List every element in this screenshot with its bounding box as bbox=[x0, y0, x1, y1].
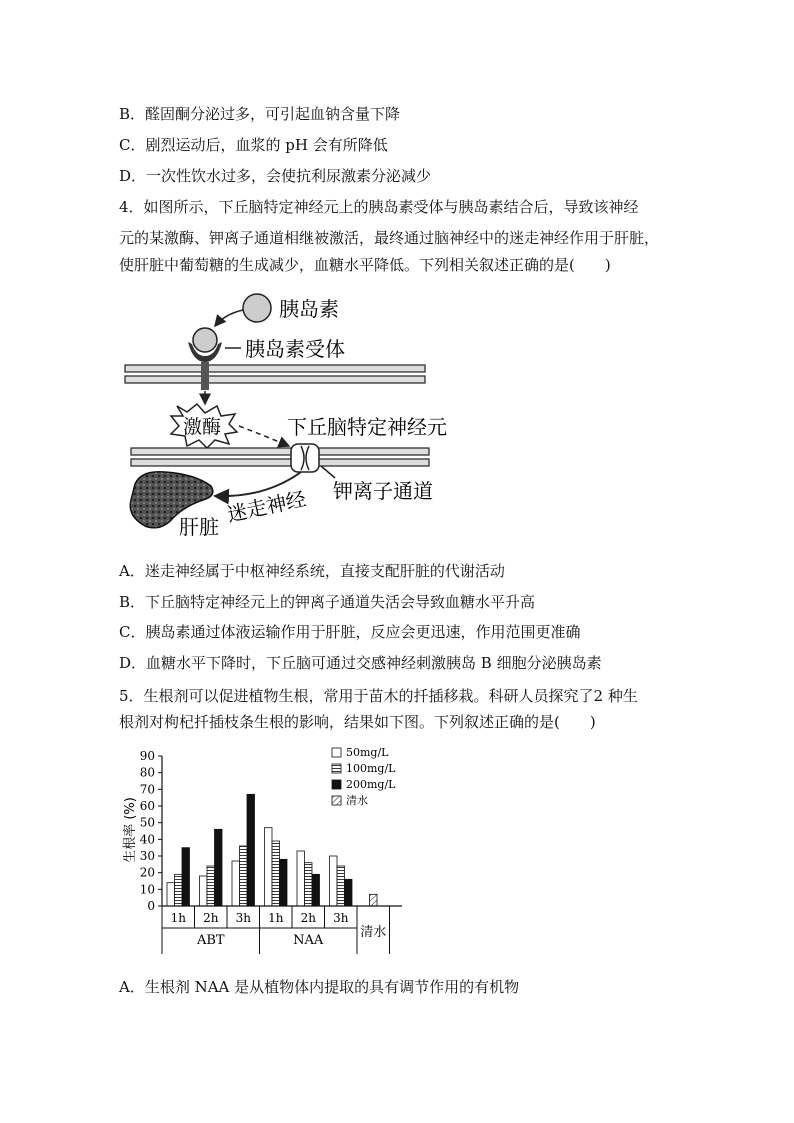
y-tick-label: 50 bbox=[139, 815, 155, 830]
y-tick-label: 40 bbox=[139, 832, 155, 847]
y-tick-label: 90 bbox=[139, 749, 155, 763]
channel-label: 钾离子通道 bbox=[333, 479, 433, 503]
vagus-label: 迷走神经 bbox=[224, 486, 309, 527]
y-tick-label: 30 bbox=[139, 849, 155, 863]
bar bbox=[312, 874, 320, 906]
bar bbox=[207, 866, 215, 906]
bar bbox=[272, 841, 280, 906]
bar bbox=[305, 863, 313, 906]
q5-stem-line-1: 5．生根剂可以促进植物生根，常用于苗木的扦插移栽。科研人员探究了2 种生 bbox=[119, 687, 638, 705]
q4-option-a: A．迷走神经属于中枢神经系统，直接支配肝脏的代谢活动 bbox=[119, 562, 505, 580]
insulin-label: 胰岛素 bbox=[279, 297, 339, 321]
chart-ylabel: 生根率 (%) bbox=[123, 797, 138, 863]
bar bbox=[297, 851, 305, 906]
legend-swatch bbox=[332, 796, 341, 805]
q4-option-d: D．血糖水平下降时，下丘脑可通过交感神经刺激胰岛 B 细胞分泌胰岛素 bbox=[119, 654, 602, 672]
y-tick-label: 60 bbox=[139, 799, 155, 813]
bar bbox=[265, 828, 273, 906]
q5-stem-line-2: 根剂对枸杞扦插枝条生根的影响，结果如下图。下列叙述正确的是( ) bbox=[119, 713, 596, 731]
insulin-signaling-diagram bbox=[115, 288, 495, 538]
x-tick-label: 1h bbox=[170, 911, 186, 925]
bar bbox=[232, 861, 240, 906]
liver-label: 肝脏 bbox=[179, 515, 219, 538]
q5-option-a: A．生根剂 NAA 是从植物体内提取的具有调节作用的有机物 bbox=[119, 978, 520, 996]
q3-option-d: D．一次性饮水过多，会使抗利尿激素分泌减少 bbox=[119, 167, 432, 185]
q3-option-b: B．醛固酮分泌过多，可引起血钠含量下降 bbox=[119, 105, 401, 123]
x-tick-label: 2h bbox=[300, 911, 316, 925]
q4-option-b: B．下丘脑特定神经元上的钾离子通道失活会导致血糖水平升高 bbox=[119, 593, 536, 611]
q4-stem-line-3: 使肝脏中葡萄糖的生成减少，血糖水平降低。下列相关叙述正确的是( ) bbox=[119, 256, 611, 274]
x-tick-label: 3h bbox=[235, 911, 251, 925]
bound-insulin bbox=[193, 328, 217, 352]
y-tick-label: 0 bbox=[147, 899, 155, 913]
group-label: NAA bbox=[293, 933, 324, 948]
bar bbox=[337, 866, 345, 906]
x-tick-label: 1h bbox=[268, 911, 284, 925]
neuron-label: 下丘脑特定神经元 bbox=[287, 415, 447, 439]
bar bbox=[200, 876, 208, 906]
x-tick-label: 2h bbox=[203, 911, 219, 925]
potassium-channel bbox=[291, 444, 319, 472]
bar bbox=[240, 846, 248, 906]
legend-swatch bbox=[332, 764, 341, 773]
insulin-molecule bbox=[243, 294, 271, 322]
bar bbox=[167, 883, 175, 906]
rooting-rate-chart bbox=[112, 746, 412, 961]
bar bbox=[182, 848, 190, 906]
upper-membrane bbox=[125, 365, 425, 372]
bar bbox=[175, 874, 183, 906]
legend-swatch bbox=[332, 780, 341, 789]
bar bbox=[280, 859, 288, 906]
y-tick-label: 80 bbox=[139, 765, 155, 780]
legend-label: 200mg/L bbox=[346, 778, 396, 791]
x-tick-label: 3h bbox=[333, 911, 349, 925]
bar bbox=[247, 794, 255, 906]
bar bbox=[215, 829, 223, 906]
q4-stem-line-2: 元的某激酶、钾离子通道相继被激活，最终通过脑神经中的迷走神经作用于肝脏， bbox=[119, 229, 660, 247]
bar bbox=[370, 894, 378, 906]
group-label: ABT bbox=[196, 933, 225, 948]
legend-swatch bbox=[332, 748, 341, 757]
y-tick-label: 70 bbox=[139, 782, 155, 797]
bar bbox=[330, 856, 338, 906]
y-tick-label: 10 bbox=[139, 882, 155, 897]
receptor-label: 胰岛素受体 bbox=[245, 337, 345, 361]
kinase-label: 激酶 bbox=[183, 416, 222, 438]
legend-label: 清水 bbox=[346, 794, 368, 807]
legend-label: 100mg/L bbox=[346, 762, 396, 775]
y-tick-label: 20 bbox=[139, 865, 155, 880]
lower-membrane bbox=[131, 448, 429, 455]
q3-option-c: C．剧烈运动后，血浆的 pH 会有所降低 bbox=[119, 136, 388, 154]
group-label: 清水 bbox=[360, 925, 387, 940]
legend-label: 50mg/L bbox=[346, 746, 389, 759]
q4-option-c: C．胰岛素通过体液运输作用于肝脏，反应会更迅速，作用范围更准确 bbox=[119, 623, 581, 641]
q4-stem-line-1: 4．如图所示，下丘脑特定神经元上的胰岛素受体与胰岛素结合后，导致该神经 bbox=[119, 198, 639, 216]
bar bbox=[345, 879, 353, 906]
